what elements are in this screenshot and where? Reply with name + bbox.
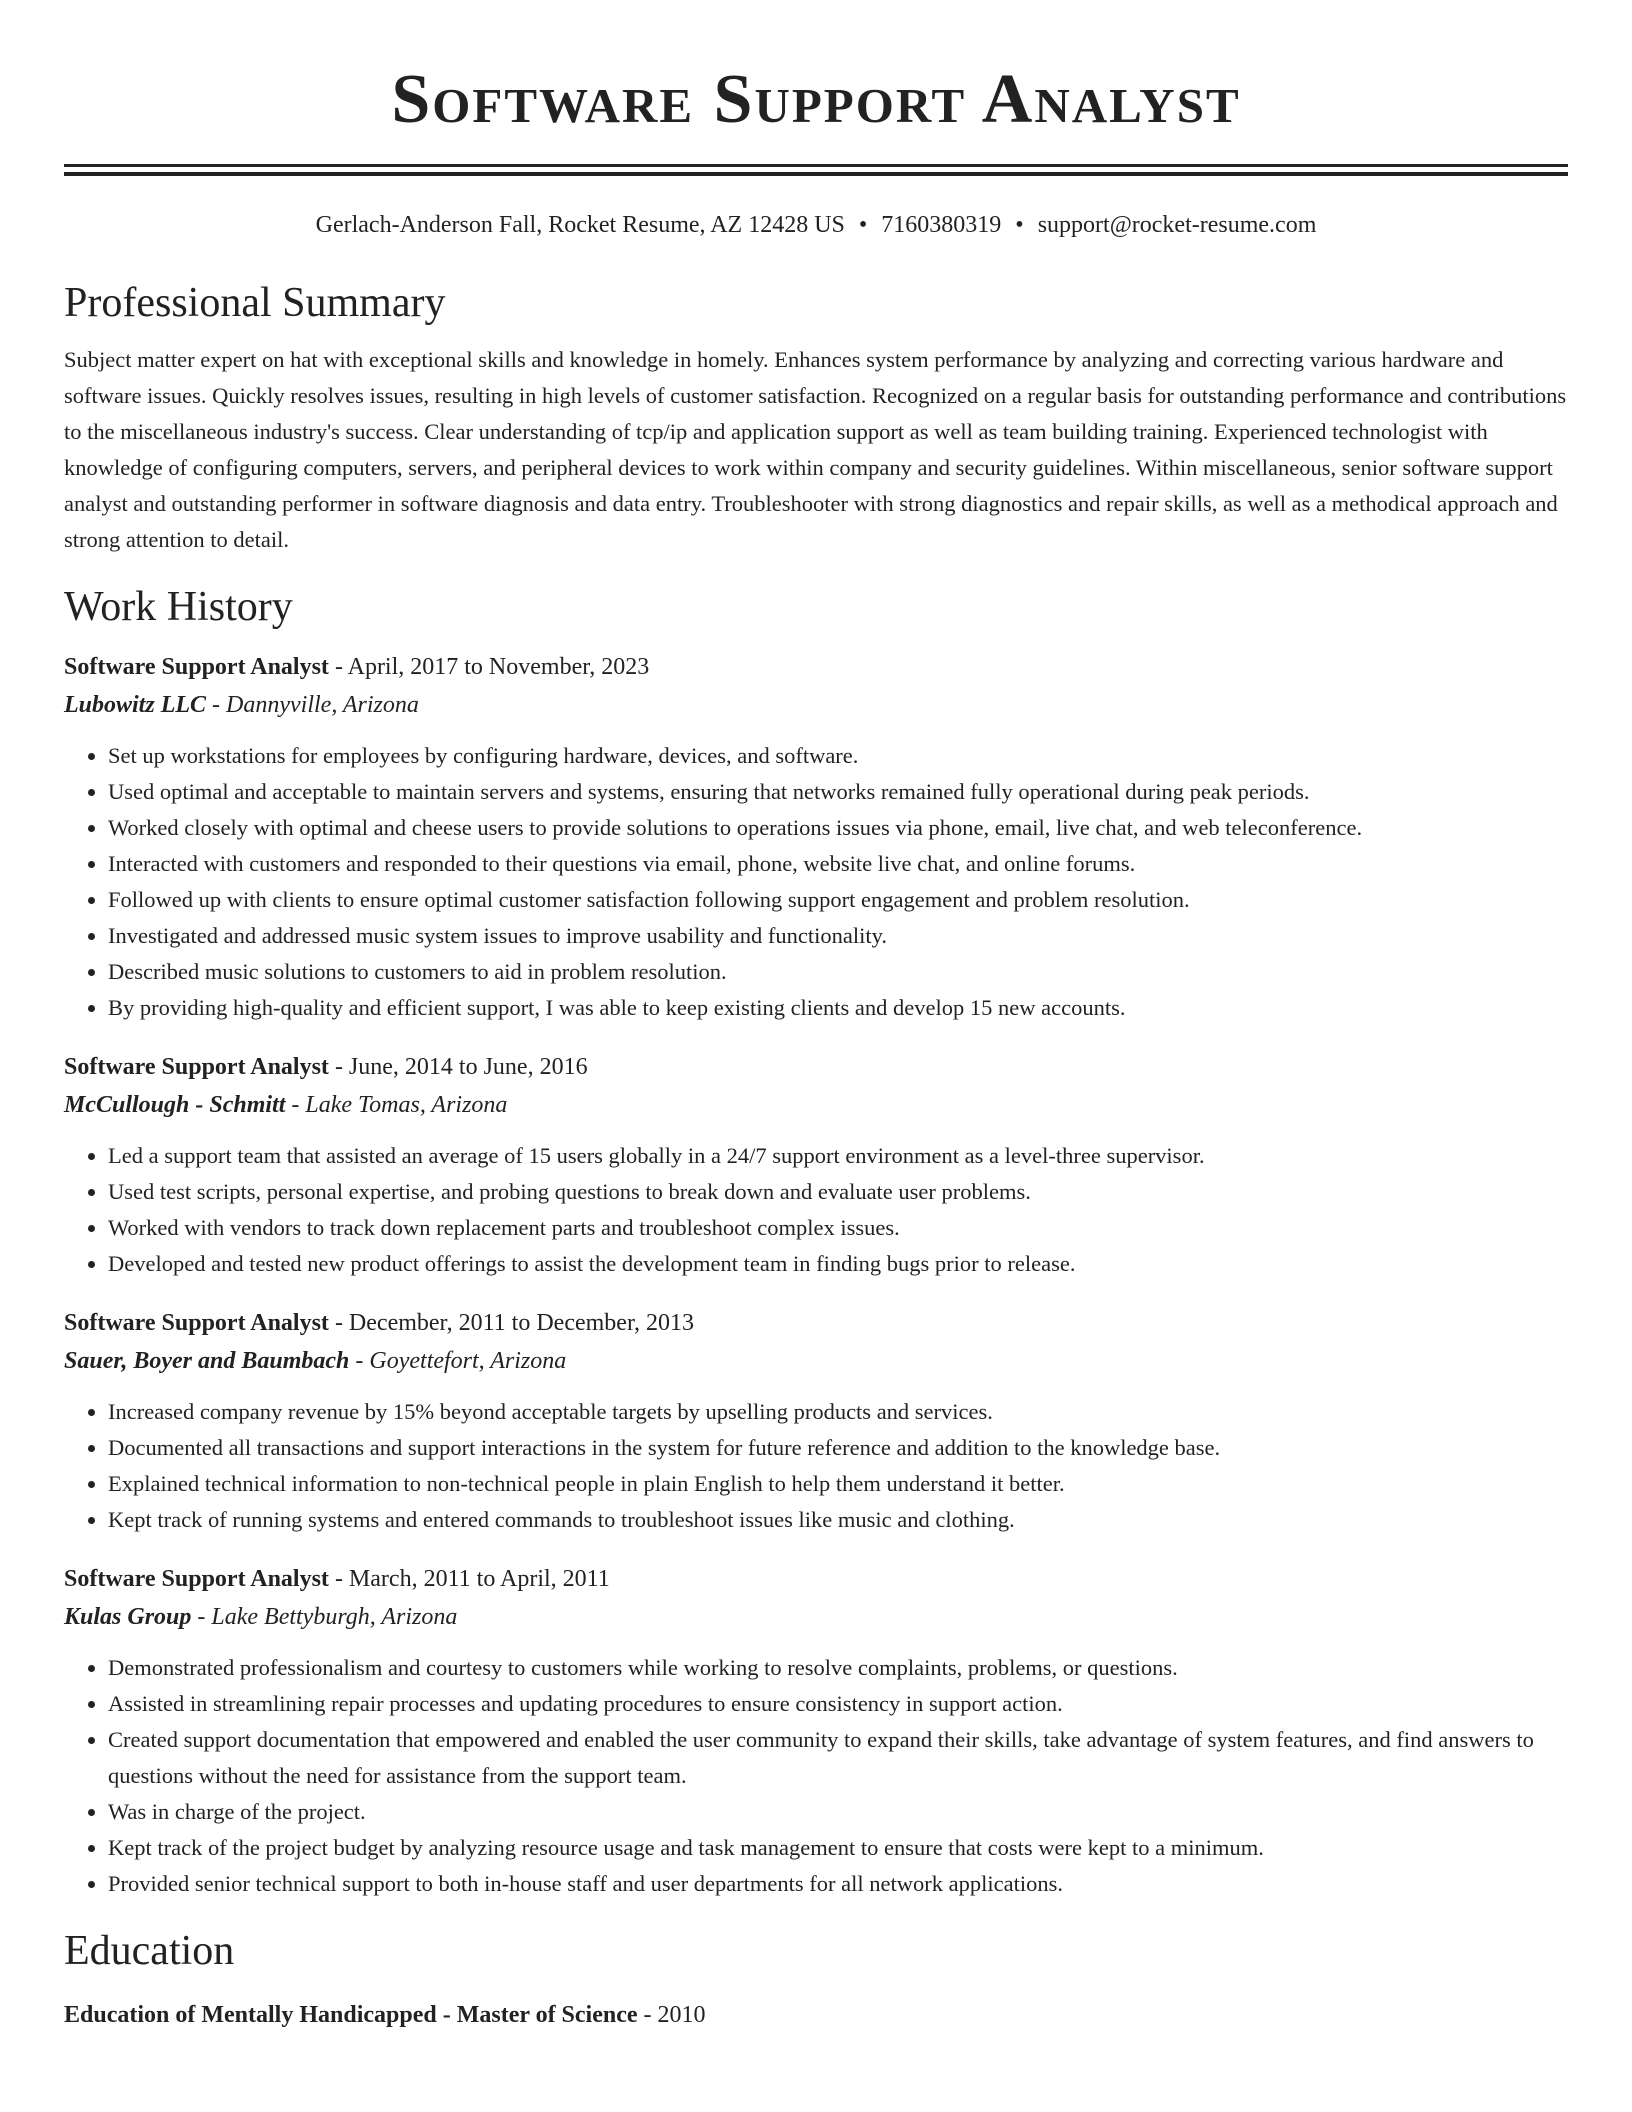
- job-dates: - December, 2011 to December, 2013: [328, 1310, 694, 1336]
- company-location: - Dannyville, Arizona: [206, 692, 419, 718]
- list-item: • Provided senior technical support to both in-house staff and user departments for all network applications.: [108, 1866, 1568, 1902]
- job-bullets: [64, 1394, 1568, 1538]
- job-entry: [64, 648, 1568, 1026]
- job-title-line: [64, 1304, 1568, 1342]
- list-item: • Developed and tested new product offerings to assist the development team in finding bugs prior to release.: [108, 1246, 1568, 1282]
- job-entry: [64, 1048, 1568, 1282]
- list-item: • Explained technical information to non-technical people in plain English to help them understand it better.: [108, 1466, 1568, 1502]
- company-name: Kulas Group: [64, 1604, 192, 1630]
- list-item: • Led a support team that assisted an average of 15 users globally in a 24/7 support environment as a level-three supervisor.: [108, 1138, 1568, 1174]
- contact-separator: •: [858, 212, 868, 238]
- list-item: • Set up workstations for employees by configuring hardware, devices, and software.: [108, 738, 1568, 774]
- job-dates: - June, 2014 to June, 2016: [328, 1054, 588, 1080]
- education-degree: Education of Mentally Handicapped - Master of Science: [64, 2002, 638, 2028]
- list-item: • Investigated and addressed music system issues to improve usability and functionality.: [108, 918, 1568, 954]
- job-title-line: [64, 1560, 1568, 1598]
- job-entry: [64, 1560, 1568, 1902]
- summary-section: [64, 278, 1568, 558]
- company-name: Lubowitz LLC: [64, 692, 207, 718]
- education-year: - 2010: [637, 2002, 706, 2028]
- list-item: • Followed up with clients to ensure optimal customer satisfaction following support engagement and problem resolution.: [108, 882, 1568, 918]
- job-bullets: [64, 1138, 1568, 1282]
- company-line: [64, 686, 1568, 724]
- list-item: • Worked with vendors to track down replacement parts and troubleshoot complex issues.: [108, 1210, 1568, 1246]
- list-item: • Was in charge of the project.: [108, 1794, 1568, 1830]
- list-item: • Kept track of the project budget by analyzing resource usage and task management to ensure that costs were kept to a minimum.: [108, 1830, 1568, 1866]
- company-line: [64, 1598, 1568, 1636]
- list-item: • Demonstrated professionalism and courtesy to customers while working to resolve complaints, problems, or questions.: [108, 1650, 1568, 1686]
- work-history-heading: Work History: [64, 584, 293, 630]
- list-item: • Kept track of running systems and entered commands to troubleshoot issues like music and clothing.: [108, 1502, 1568, 1538]
- contact-email: support@rocket-resume.com: [1037, 212, 1317, 238]
- company-line: [64, 1086, 1568, 1124]
- contact-address: Gerlach-Anderson Fall, Rocket Resume, AZ 12428 US: [315, 212, 845, 238]
- job-title: Software Support Analyst: [64, 654, 329, 680]
- contact-phone: 7160380319: [881, 212, 1002, 238]
- education-entry: [64, 1996, 1568, 2034]
- list-item: • Interacted with customers and responded to their questions via email, phone, website live chat, and online forums.: [108, 846, 1568, 882]
- job-dates: - March, 2011 to April, 2011: [328, 1566, 610, 1592]
- job-dates: - April, 2017 to November, 2023: [328, 654, 650, 680]
- job-title: Software Support Analyst: [64, 1310, 329, 1336]
- job-bullets: [64, 1650, 1568, 1902]
- summary-text: Subject matter expert on hat with exceptional skills and knowledge in homely. Enhances system performance by analyzing and correcting various hardware and software issues. Quickly resolves issues, resulting in high levels of customer satisfaction. Recognized on a regular basis for outstanding performance and contributions to the miscellaneous industry's success. Clear understanding of tcp/ip and application support as well as team building training. Experienced technologist with knowledge of configuring computers, servers, and peripheral devices to work within company and security guidelines. Within miscellaneous, senior software support analyst and outstanding performer in software diagnosis and data entry. Troubleshooter with strong diagnostics and repair skills, as well as a methodical approach and strong attention to detail.: [64, 347, 1567, 552]
- job-title: Software Support Analyst: [64, 1566, 329, 1592]
- contact-line: [64, 210, 1568, 240]
- work-history-section: [64, 582, 1568, 1902]
- job-title: Software Support Analyst: [64, 1054, 329, 1080]
- list-item: • Used test scripts, personal expertise, and probing questions to break down and evaluate user problems.: [108, 1174, 1568, 1210]
- list-item: • Described music solutions to customers to aid in problem resolution.: [108, 954, 1568, 990]
- list-item: • Assisted in streamlining repair processes and updating procedures to ensure consistency in support action.: [108, 1686, 1568, 1722]
- summary-heading: Professional Summary: [64, 280, 446, 326]
- company-location: - Lake Tomas, Arizona: [285, 1092, 508, 1118]
- list-item: • Worked closely with optimal and cheese users to provide solutions to operations issues via phone, email, live chat, and web teleconference.: [108, 810, 1568, 846]
- list-item: • By providing high-quality and efficient support, I was able to keep existing clients and develop 15 new accounts.: [108, 990, 1568, 1026]
- list-item: • Created support documentation that empowered and enabled the user community to expand their skills, take advantage of system features, and find answers to questions without the need for assistance from the support team.: [108, 1722, 1568, 1794]
- job-title-line: [64, 1048, 1568, 1086]
- contact-separator: •: [1015, 212, 1024, 238]
- job-bullets: [64, 738, 1568, 1026]
- education-heading: Education: [64, 1928, 235, 1974]
- page-title: Software Support Analyst: [391, 61, 1241, 138]
- list-item: • Used optimal and acceptable to maintain servers and systems, ensuring that networks remained fully operational during peak periods.: [108, 774, 1568, 810]
- company-location: - Lake Bettyburgh, Arizona: [191, 1604, 458, 1630]
- company-line: [64, 1342, 1568, 1380]
- job-title-line: [64, 648, 1568, 686]
- company-name: Sauer, Boyer and Baumbach: [64, 1348, 350, 1374]
- title-divider: [64, 164, 1568, 176]
- job-entry: [64, 1304, 1568, 1538]
- list-item: • Increased company revenue by 15% beyond acceptable targets by upselling products and services.: [108, 1394, 1568, 1430]
- list-item: • Documented all transactions and support interactions in the system for future reference and addition to the knowledge base.: [108, 1430, 1568, 1466]
- company-name: McCullough - Schmitt: [64, 1092, 286, 1118]
- education-section: [64, 1926, 1568, 2034]
- company-location: - Goyettefort, Arizona: [349, 1348, 567, 1374]
